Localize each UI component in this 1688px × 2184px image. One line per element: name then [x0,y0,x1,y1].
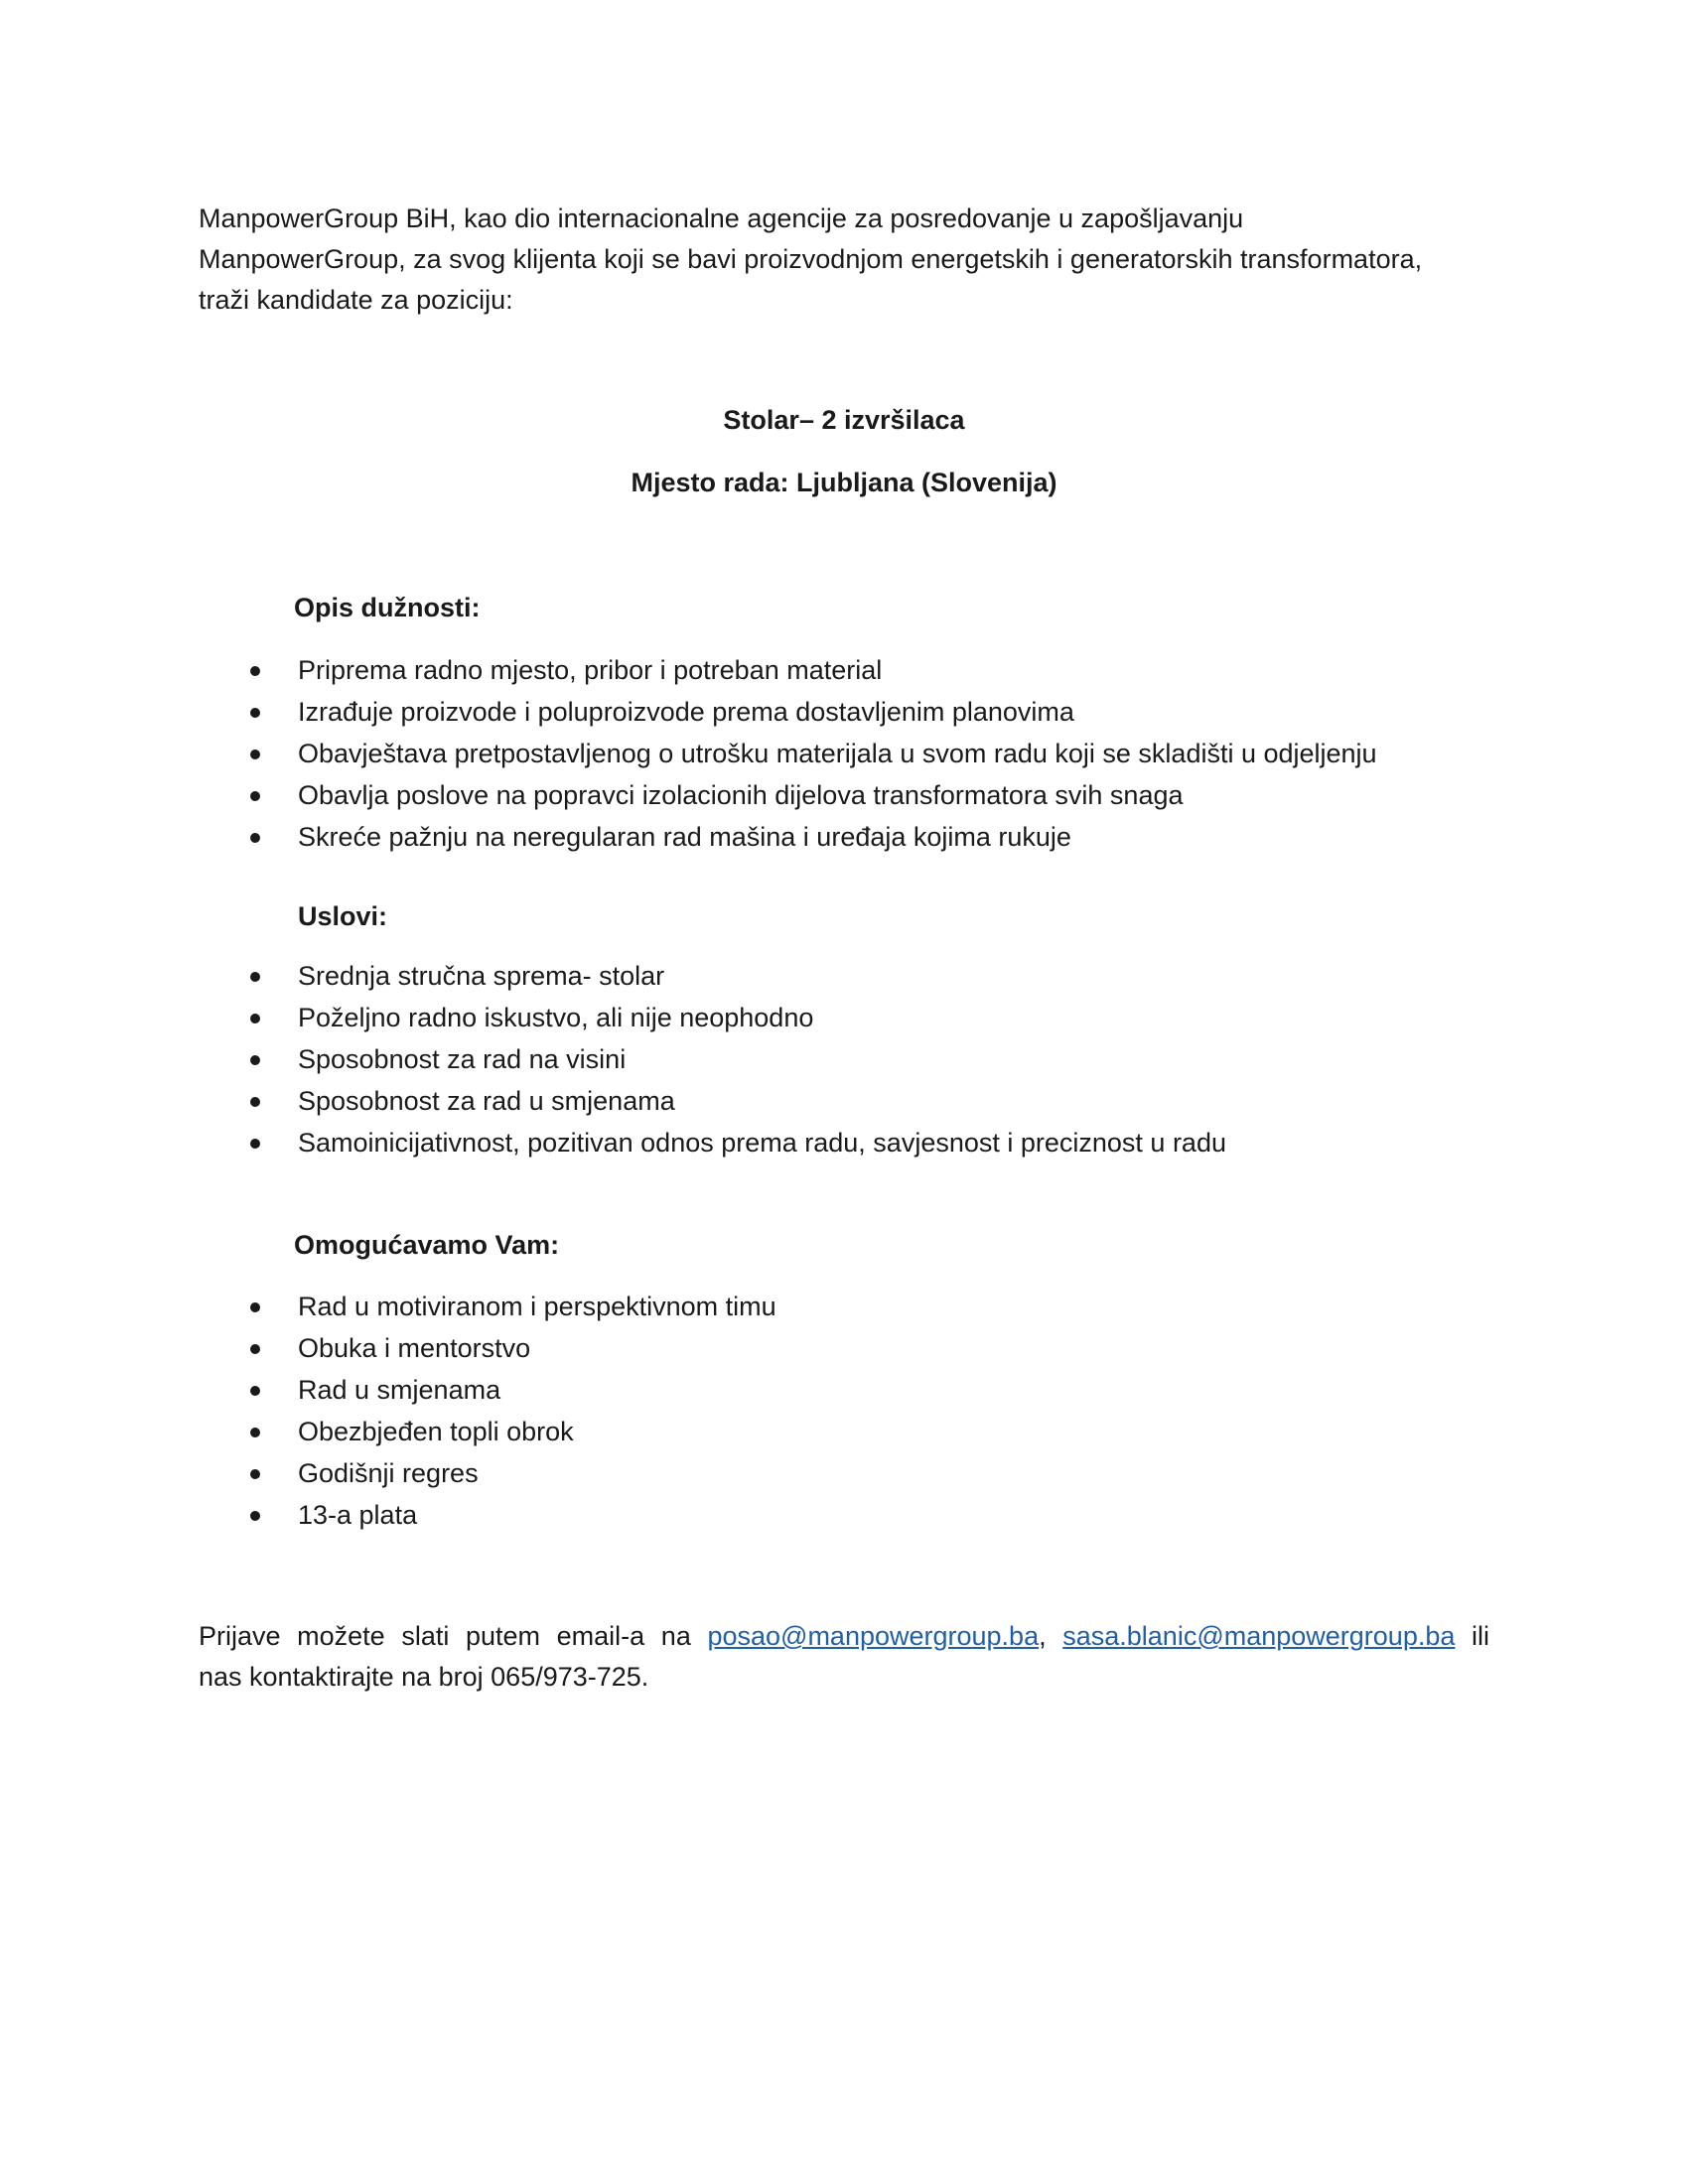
list-item [246,1286,776,1327]
list-item-text: Obavještava pretpostavljenog o utrošku materijala u svom radu koji se skladišti u odjeljenju [298,739,1377,768]
list-item [246,1038,1226,1080]
contact-word: na [660,1621,691,1651]
contact-word: email-a [556,1621,645,1651]
comma-separator: , [1039,1621,1047,1651]
bullet-icon [250,972,260,982]
email-link-posao[interactable]: posao@manpowergroup.ba [707,1621,1040,1651]
bullet-icon [250,791,260,801]
list-item [246,816,1377,858]
bullet-icon [250,1055,260,1065]
intro-line-1: ManpowerGroup BiH, kao dio internacionalne agencije za posredovanje u zapošljavanju [199,204,1244,233]
bullet-icon [250,1511,260,1521]
bullet-icon [250,666,260,676]
bullet-icon [250,1428,260,1437]
list-item [246,1327,776,1369]
contact-word: možete [297,1621,385,1651]
work-location: Mjesto rada: Ljubljana (Slovenija) [631,468,1057,497]
bullet-icon [250,833,260,843]
benefits-list [246,1286,776,1536]
list-item-text: Obezbjeđen topli obrok [298,1417,574,1446]
bullet-icon [250,1344,260,1354]
list-item-text: Skreće pažnju na neregularan rad mašina i uređaja kojima rukuje [298,822,1071,852]
bullet-icon [250,708,260,718]
contact-word: Prijave [199,1621,281,1651]
contact-word: putem [465,1621,541,1651]
list-item [246,1452,776,1494]
contact-paragraph [199,1616,1489,1698]
bullet-icon [250,750,260,759]
intro-line-2: ManpowerGroup, za svog klijenta koji se bavi proizvodnjom energetskih i generatorskih transformatora, [199,244,1423,274]
contact-word: slati [401,1621,450,1651]
bullet-icon [250,1386,260,1396]
contact-line-2: nas kontaktirajte na broj 065/973-725. [199,1662,649,1692]
list-item [246,1411,776,1452]
intro-line-3: traži kandidate za poziciju: [199,285,513,315]
list-item [246,1494,776,1536]
list-item-text: Obavlja poslove na popravci izolacionih dijelova transformatora svih snaga [298,780,1184,810]
list-item-text: Samoinicijativnost, pozitivan odnos prema radu, savjesnost i preciznost u radu [298,1128,1226,1158]
list-item-text: Godišnji regres [298,1458,479,1488]
bullet-icon [250,1139,260,1149]
list-item-text: Sposobnost za rad u smjenama [298,1086,675,1116]
list-item-text: Rad u motiviranom i perspektivnom timu [298,1292,776,1321]
bullet-icon [250,1302,260,1312]
list-item [246,649,1377,691]
conditions-heading: Uslovi: [298,901,388,931]
list-item-text: Poželjno radno iskustvo, ali nije neophodno [298,1003,814,1032]
list-item [246,997,1226,1038]
duties-list [246,649,1377,858]
contact-line-1 [199,1616,1489,1657]
list-item [246,1122,1226,1163]
list-item-text: Priprema radno mjesto, pribor i potreban material [298,655,883,685]
benefits-heading: Omogućavamo Vam: [294,1230,560,1260]
list-item-text: Sposobnost za rad na visini [298,1044,627,1074]
contact-word: ili [1472,1621,1489,1651]
list-item [246,1080,1226,1122]
bullet-icon [250,1469,260,1479]
intro-paragraph [199,199,1489,321]
conditions-list [246,955,1226,1163]
list-item [246,774,1377,816]
list-item [246,733,1377,774]
list-item [246,691,1377,733]
list-item-text: Izrađuje proizvode i poluproizvode prema dostavljenim planovima [298,697,1074,727]
list-item [246,955,1226,997]
duties-heading: Opis dužnosti: [294,593,481,622]
contact-email-group [707,1616,1046,1657]
list-item-text: Srednja stručna sprema- stolar [298,961,665,991]
email-link-sasa-blanic[interactable]: sasa.blanic@manpowergroup.ba [1062,1621,1456,1651]
list-item-text: Obuka i mentorstvo [298,1333,531,1363]
list-item-text: Rad u smjenama [298,1375,501,1405]
bullet-icon [250,1097,260,1107]
list-item [246,1369,776,1411]
list-item-text: 13-a plata [298,1500,418,1530]
bullet-icon [250,1014,260,1024]
position-title: Stolar– 2 izvršilaca [723,405,965,435]
